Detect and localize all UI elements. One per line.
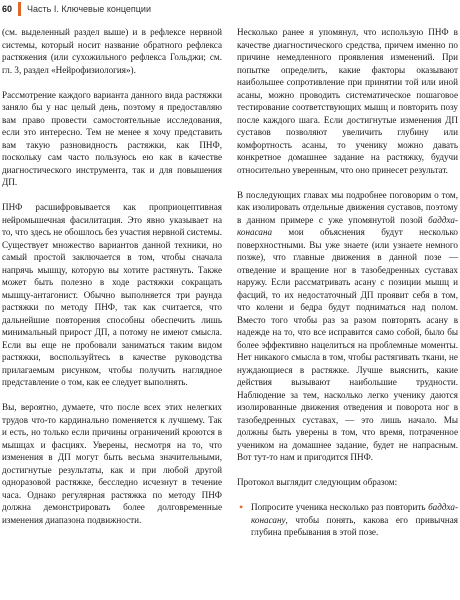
protocol-list <box>237 501 458 539</box>
paragraph <box>237 189 458 464</box>
paragraph: (см. выделенный раздел выше) и в рефлексе нервной системы, который носит название обратного рефлекса растяжения (или сухожильного рефлекса Гольджи; см. гл. 3, раздел «Нейрофизиология»). <box>2 27 222 75</box>
right-column <box>237 26 458 539</box>
paragraph: ПНФ расшифровывается как проприоцептивная нейромышечная фасилитация. Это явно указывает на то, что здесь не обошлось без участия нервной системы. Существует множество вариантов данной техники, но самый простой заключается в том, чтобы сначала напрячь мышцу, которую вы хотите растянуть. Также может быть полезно в ходе растяжки сокращать мышцу-антагонист. Обычно выполняется три раунда растяжки по методу ПНФ, так как считается, что дальнейшие повторения способны обеспечить лишь минимальный прирост ДП, а потому не имеют смысла. Если вы еще не пробовали заниматься таким видом растяжки, воспользуйтесь в качестве руководства прилагаемым рисунком, чтобы получить наглядное представление о том, как ее следует выполнять. <box>2 202 222 387</box>
italic-term: баддха-конасана <box>237 214 458 237</box>
running-title: Часть I. Ключевые концепции <box>27 4 151 14</box>
paragraph: Несколько ранее я упомянул, что использую ПНФ в качестве диагностического средства, причем именно по причине немедленного проявления изменений. При попытке определить, какие факторы оказывают наибольшее сопротивление при принятии той или иной асаны, можно проводить систематическое пошаговое тестирование соответствующих мышц и повторить позу после каждого шага. Если достигнутые изменения ДП суставов позволяют увеличить глубину или комфортность асаны, то ученику можно давать конкретное домашнее задание на растяжку, будучи относительно уверенным, что оно принесет результат. <box>237 27 458 175</box>
page-number: 60 <box>2 4 13 14</box>
paragraph: Рассмотрение каждого варианта данного вида растяжки заняло бы у нас целый день, поэтому я предоставляю вам право провести самостоятельные исследования, если это интересно. Тем не менее я хочу представить вам такую разновидность растяжки, как ПНФ, поскольку сам часто пользуюсь ею как в качестве диагностического инструмента, так и для повышения ДП. <box>2 89 222 187</box>
page-header <box>0 0 460 20</box>
text-run: , чтобы понять, какова его привычная глубина пребывания в этой позе. <box>251 514 458 537</box>
text-run: мои объяснения будут несколько поверхностными. Вы уже знаете (или узнаете немного позже), что главные движения в данной позе — отведение и вращение ног в тазобедренных суставах наружу. Если рассматривать асану с позиции мышц и фасций, то их недостаточный ДП проявит себя в том, что колени и бедра будут подниматься над полом. Вместо того чтобы раз за разом повторять асану в надежде на то, что все исправится само собой, было бы более эффективно нацелиться на проблемные моменты. Нет никакого смысла в том, чтобы растягивать ткани, не нуждающиеся в растяжке. Лучше выяснить, какие действия вызывают наибольшие трудности. Наблюдение за тем, насколько легко ученику даются изолированные движения отведения и поворота ног в тазобедренных суставах, — это лишь начало. Мы должны быть уверены в том, что время, потраченное учеником на домашнее задание, будет не напрасным. Вот тут-то нам и пригодится ПНФ. <box>237 227 458 462</box>
paragraph: Протокол выглядит следующим образом: <box>237 477 398 487</box>
italic-term: баддха-конасану <box>251 502 458 525</box>
list-item <box>237 501 458 539</box>
text-run: Попросите ученика несколько раз повторить <box>251 502 429 512</box>
header-accent-bar <box>18 2 21 16</box>
paragraph: Вы, вероятно, думаете, что после всех этих нелегких трудов что-то кардинально поменяется к лучшему. Так и есть, но только если причины ограничений кроются в мышцах и фасциях. Уверены, несмотря на то, что изменения в ДП могут быть весьма значительными, достигнутые результаты, как и при любой другой одноразовой растяжке, бесследно исчезнут в течение часа. Однако регулярная растяжка по методу ПНФ должна демонстрировать более долговременные изменения диапазона подвижности. <box>2 402 222 525</box>
left-column <box>2 26 222 539</box>
text-run: В последующих главах мы подробнее поговорим о том, как изолировать отдельные движения суставов, поэтому в данном примере с уже упомянутой позой <box>237 189 458 225</box>
